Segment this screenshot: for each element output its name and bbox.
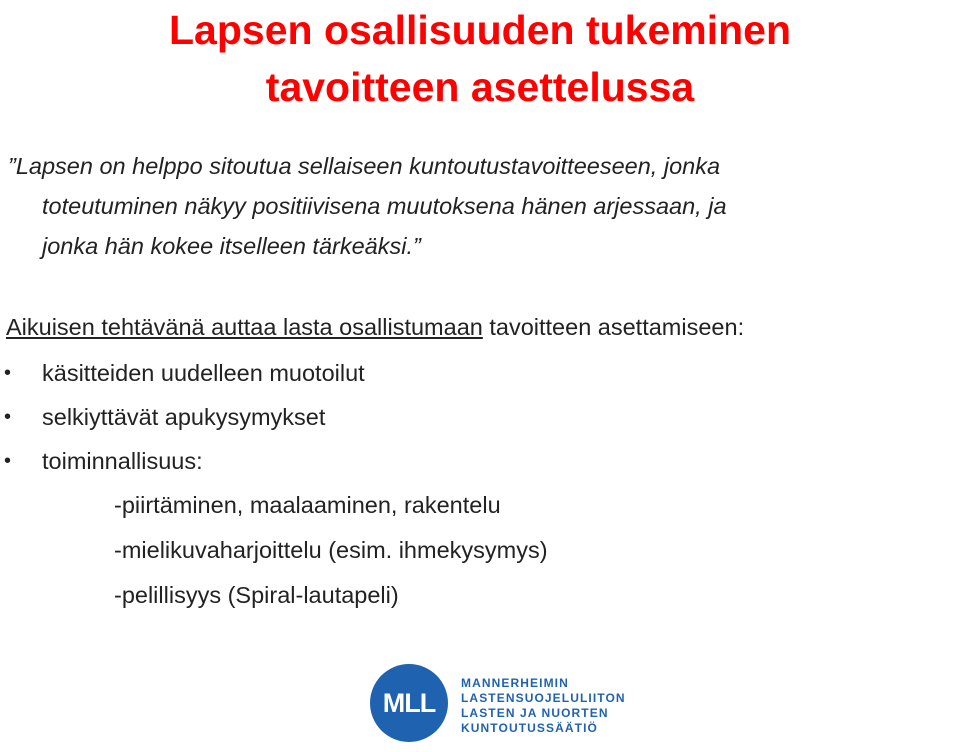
quote-line-3: jonka hän kokee itselleen tärkeäksi.” (42, 233, 421, 259)
bullet-text: selkiyttävät apukysymykset (42, 404, 326, 430)
sub-item: -piirtäminen, maalaaminen, rakentelu (114, 492, 501, 518)
mll-logo (370, 664, 670, 746)
logo-line-2: LASTENSUOJELULIITON (461, 691, 626, 705)
bullet-item (0, 395, 365, 439)
intro-sentence (6, 309, 958, 345)
bullet-list (0, 351, 365, 483)
mll-logo-circle: MLL (370, 664, 448, 742)
quote-block (8, 146, 938, 266)
sub-item: -pelillisyys (Spiral-lautapeli) (114, 582, 399, 608)
bullet-dot: • (4, 362, 12, 384)
sub-item: -mielikuvaharjoittelu (esim. ihmekysymys) (114, 537, 548, 563)
bullet-dot: • (4, 406, 12, 428)
bullet-dot: • (4, 450, 12, 472)
logo-line-1: MANNERHEIMIN (461, 676, 569, 690)
title-line-2: tavoitteen asettelussa (265, 64, 695, 110)
bullet-item (0, 351, 365, 395)
bullet-text: toiminnallisuus: (42, 448, 203, 474)
bullet-text: käsitteiden uudelleen muotoilut (42, 360, 365, 386)
intro-rest-text: tavoitteen asettamiseen: (482, 314, 745, 340)
logo-line-3: LASTEN JA NUORTEN (461, 706, 609, 720)
quote-line-2: toteutuminen näkyy positiivisena muutoksena hänen arjessaan, ja (42, 193, 727, 219)
sub-item-list (114, 483, 548, 618)
logo-line-4: KUNTOUTUSSÄÄTIÖ (461, 721, 598, 735)
mll-logo-text (461, 676, 626, 736)
quote-line-1: ”Lapsen on helppo sitoutua sellaiseen kuntoutustavoitteeseen, jonka (8, 153, 721, 179)
intro-underlined-text: Aikuisen tehtävänä auttaa lasta osallistumaan (6, 314, 483, 340)
bullet-item (0, 439, 365, 483)
slide-title (0, 2, 960, 116)
title-line-1: Lapsen osallisuuden tukeminen (169, 7, 791, 53)
